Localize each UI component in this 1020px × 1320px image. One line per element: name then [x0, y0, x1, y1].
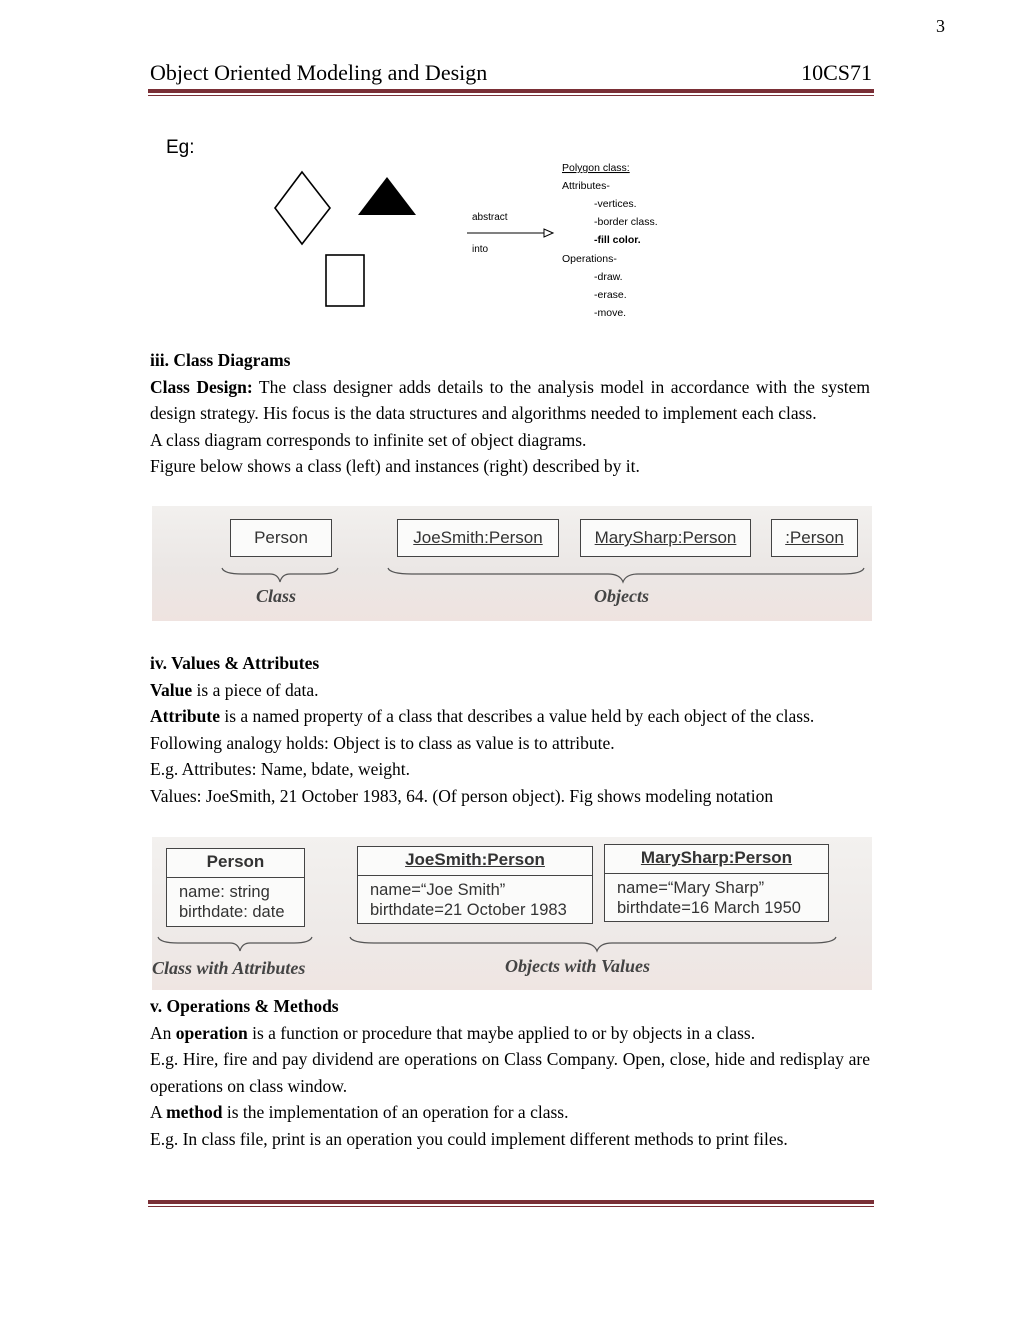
- header-rule: [148, 89, 874, 96]
- class-brace: [158, 937, 312, 951]
- term: Value: [150, 679, 193, 700]
- paragraph: [150, 374, 870, 427]
- object-box-name: JoeSmith:Person: [413, 528, 543, 547]
- paragraph: E.g. In class file, print is an operation you could implement different methods to print files.: [150, 1128, 788, 1149]
- paragraph: [150, 1099, 870, 1126]
- polygon-shapes: [160, 135, 690, 335]
- page-number: 3: [936, 16, 945, 36]
- value-line: name=“Joe Smith”: [370, 881, 506, 899]
- values-attributes-section: [150, 650, 870, 809]
- objects-caption: Objects: [594, 586, 649, 606]
- term: method: [166, 1102, 223, 1122]
- section-heading: v. Operations & Methods: [150, 996, 339, 1016]
- arrow-head: [544, 229, 553, 237]
- term: Class Design:: [150, 376, 253, 397]
- paragraph-text: is a named property of a class that describes a value held by each object of the class.: [219, 706, 815, 726]
- paragraph-text: is the implementation of an operation for a class.: [222, 1102, 569, 1122]
- objects-with-values-caption: Objects with Values: [505, 956, 651, 976]
- section-heading: iii. Class Diagrams: [150, 350, 291, 370]
- class-name: Person: [167, 849, 304, 878]
- term: Attribute: [150, 706, 220, 726]
- operation-item: -erase.: [594, 289, 627, 301]
- object-box-name: :Person: [785, 528, 844, 547]
- operation-item: -move.: [594, 307, 627, 319]
- filled-triangle-shape: [358, 177, 416, 215]
- attribute-line: name: string: [179, 883, 270, 901]
- class-objects-figure: [152, 506, 872, 621]
- attribute-line: birthdate: date: [179, 903, 285, 921]
- attribute-item: -fill color.: [594, 234, 641, 246]
- object-name-text: JoeSmith:Person: [405, 850, 545, 869]
- polygon-abstraction-figure: [160, 135, 690, 335]
- running-header: [150, 60, 872, 86]
- value-line: birthdate=21 October 1983: [370, 901, 567, 919]
- object-name-text: MarySharp:Person: [640, 848, 793, 867]
- paragraph-text: is a function or procedure that maybe applied to or by objects in a class.: [247, 1022, 756, 1043]
- paragraph: Figure below shows a class (left) and instances (right) described by it.: [150, 456, 640, 476]
- paragraph: [150, 677, 870, 704]
- class-caption: Class: [256, 586, 297, 606]
- attribute-item: -border class.: [594, 216, 658, 228]
- operations-label: Operations-: [562, 253, 617, 265]
- arrow-top-label: abstract: [472, 212, 508, 223]
- paragraph: Following analogy holds: Object is to class as value is to attribute.: [150, 732, 615, 753]
- attributes-values-figure: [152, 837, 872, 990]
- class-box-name: Person: [254, 528, 308, 547]
- eg-label: Eg:: [166, 137, 195, 158]
- document-title: Object Oriented Modeling and Design: [150, 60, 488, 85]
- paragraph: E.g. Attributes: Name, bdate, weight.: [150, 759, 411, 779]
- value-line: name=“Mary Sharp”: [617, 879, 765, 897]
- section-heading: iv. Values & Attributes: [150, 653, 320, 673]
- diamond-shape: [275, 172, 330, 244]
- arrow-bottom-label: into: [472, 244, 489, 255]
- paragraph: Values: JoeSmith, 21 October 1983, 64. (Of person object). Fig shows modeling notation: [150, 785, 774, 806]
- rectangle-shape: [326, 255, 364, 306]
- class-diagrams-section: [150, 347, 870, 480]
- operations-methods-section: [150, 993, 870, 1152]
- paragraph-text: The class designer adds details to the analysis model in accordance with the system design strategy. His focus is the data structures and algorithms needed to implement each class.: [150, 376, 870, 423]
- class-with-attributes-caption: Class with Attributes: [152, 958, 306, 978]
- paragraph-text: is a piece of data.: [192, 679, 319, 700]
- attribute-item: -vertices.: [594, 198, 637, 210]
- footer-rule: [148, 1200, 874, 1207]
- objects-brace: [388, 568, 864, 582]
- polygon-title: Polygon class:: [562, 162, 630, 174]
- objects-brace: [350, 937, 836, 951]
- term: operation: [175, 1022, 248, 1043]
- attributes-label: Attributes-: [562, 180, 610, 192]
- object-box-name: MarySharp:Person: [594, 528, 737, 547]
- paragraph: A class diagram corresponds to infinite set of object diagrams.: [150, 429, 587, 450]
- paragraph: [150, 1020, 870, 1047]
- value-line: birthdate=16 March 1950: [617, 899, 801, 917]
- operation-item: -draw.: [594, 271, 623, 283]
- paragraph-text: A: [150, 1102, 167, 1122]
- course-code: 10CS71: [801, 60, 872, 85]
- paragraph: [150, 703, 870, 730]
- paragraph: E.g. Hire, fire and pay dividend are operations on Class Company. Open, close, hide and redisplay are operations on class window.: [150, 1049, 870, 1096]
- class-brace: [222, 568, 338, 582]
- paragraph-text: An: [150, 1022, 176, 1043]
